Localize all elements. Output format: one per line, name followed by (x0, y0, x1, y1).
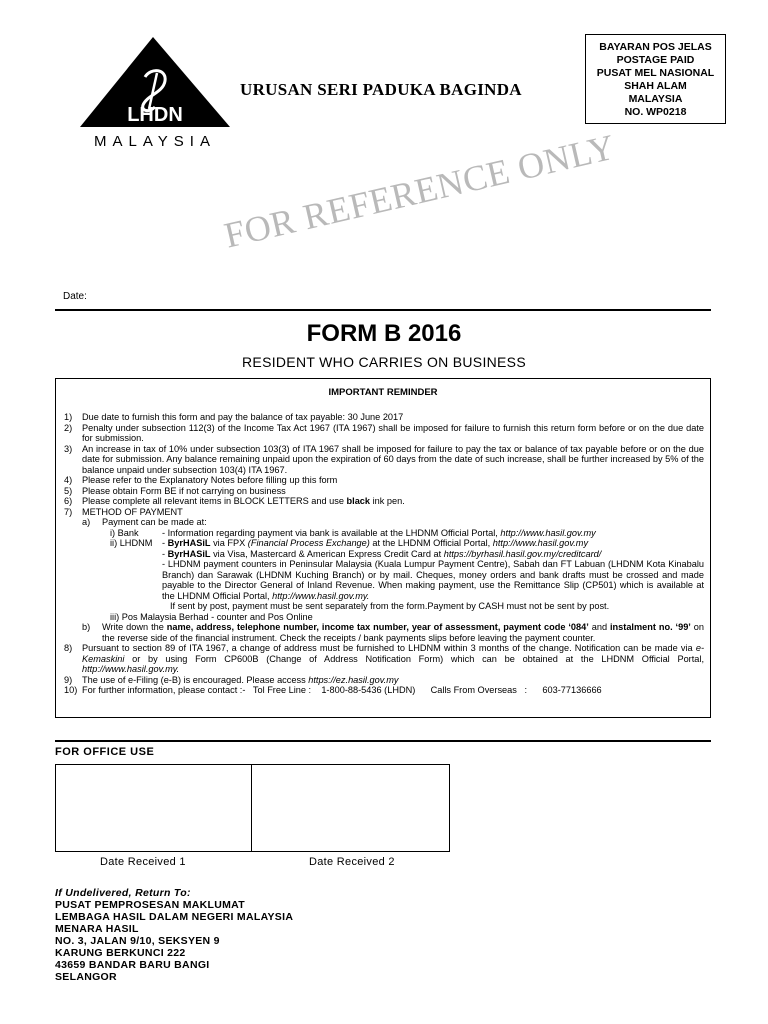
item-number: 6) (64, 496, 73, 506)
list-item (64, 475, 704, 486)
divider (55, 740, 711, 742)
payment-pos: iii) Pos Malaysia Berhad - counter and Pos Online (110, 611, 313, 622)
postage-line: PUSAT MEL NASIONAL (596, 67, 715, 79)
form-subtitle: RESIDENT WHO CARRIES ON BUSINESS (242, 354, 526, 370)
list-item (64, 444, 704, 476)
logo-country: MALAYSIA (94, 133, 216, 150)
item-text: Please complete all relevant items in BLOCK LETTERS and use black ink pen. (82, 496, 405, 506)
address-line: LEMBAGA HASIL DALAM NEGERI MALAYSIA (55, 911, 294, 923)
important-reminder-box (55, 378, 711, 718)
address-line: 43659 BANDAR BARU BANGI (55, 959, 210, 971)
item-text: The use of e-Filing (e-B) is encouraged. Please access https://ez.hasil.gov.my (82, 674, 399, 685)
payment-options (64, 528, 704, 623)
item-text: Penalty under subsection 112(3) of the Income Tax Act 1967 (ITA 1967) shall be imposed for failure to furnish this return form before or on the due date for submission. (82, 422, 704, 443)
return-address (55, 887, 293, 983)
item-number: 4) (64, 475, 73, 485)
payment-lhdnm-card: - ByrHASiL via Visa, Mastercard & American Express Credit Card at https://byrhasil.hasil.gov.my/creditcard/ (162, 548, 602, 559)
date-label: Date: (63, 291, 87, 302)
postage-line: POSTAGE PAID (616, 54, 695, 66)
address-line: MENARA HASIL (55, 923, 139, 935)
postage-line: BAYARAN POS JELAS (599, 41, 712, 53)
address-line: PUSAT PEMPROSESAN MAKLUMAT (55, 899, 245, 911)
return-heading: If Undelivered, Return To: (55, 887, 191, 899)
payment-post-note: If sent by post, payment must be sent separately from the form.Payment by CASH must not be sent by post. (170, 601, 610, 611)
item-text: METHOD OF PAYMENT (82, 506, 183, 517)
payment-bank: i) Bank - Information regarding payment via bank is available at the LHDNM Official Portal, http://www.hasil.gov.my (110, 527, 596, 538)
list-item (64, 423, 704, 444)
urusan-heading: URUSAN SERI PADUKA BAGINDA (240, 80, 522, 99)
list-item (64, 685, 704, 696)
sub-item-b: b) Write down the name, address, telephone number, income tax number, year of assessment, payment code ‘084’ and instalment no. ‘99’ on the reverse side of the financial instrument. Check the receipts / bank payments slips before leaving the payment counter. (82, 622, 705, 643)
item-number: 7) (64, 506, 73, 517)
address-line: NO. 3, JALAN 9/10, SEKSYEN 9 (55, 935, 220, 947)
list-item (64, 412, 704, 423)
form-title: FORM B 2016 (306, 320, 462, 347)
logo-text: LHDN (127, 104, 183, 126)
divider (55, 309, 711, 311)
item-text: Due date to furnish this form and pay the balance of tax payable: 30 June 2017 (82, 412, 404, 422)
item-text: For further information, please contact :- Tol Free Line : 1-800-88-5436 (LHDN) Calls From Overseas : 603-77136666 (82, 685, 602, 695)
item-number: 10) (64, 685, 78, 695)
date-received-2-label: Date Received 2 (309, 856, 395, 868)
postage-paid-box (585, 34, 726, 124)
lhdn-logo (75, 35, 235, 150)
reference-watermark: FOR REFERENCE ONLY (220, 126, 619, 256)
office-use-label: FOR OFFICE USE (55, 746, 155, 758)
item-text: Please obtain Form BE if not carrying on business (82, 485, 286, 496)
payment-lhdnm: ii) LHDNM - ByrHASiL via FPX (Financial Process Exchange) at the LHDNM Official Portal, http://www.hasil.gov.my (110, 538, 589, 548)
item-number: 2) (64, 422, 73, 433)
item-number: 3) (64, 443, 73, 454)
address-line: SELANGOR (55, 971, 117, 983)
sub-item-a: a) Payment can be made at: (82, 517, 207, 527)
postage-line: SHAH ALAM (624, 80, 687, 92)
item-text: Pursuant to section 89 of ITA 1967, a change of address must be furnished to LHDNM within 3 months of the change. Notification can be made via e-Kemaskini or by using Form CP600B (Change of Address Notification Form) which can be obtained at the LHDNM Official Portal, http://www.hasil.gov.my. (82, 643, 704, 674)
list-item (64, 496, 704, 507)
list-item (64, 643, 704, 675)
postage-line: NO. WP0218 (624, 106, 687, 118)
address-line: KARUNG BERKUNCI 222 (55, 947, 186, 959)
list-item (64, 507, 704, 518)
reminder-list (64, 412, 704, 696)
list-item (64, 486, 704, 497)
item-text: Please refer to the Explanatory Notes before filling up this form (82, 475, 338, 485)
reminder-title: IMPORTANT REMINDER (328, 387, 438, 398)
office-use-box (55, 764, 450, 852)
item-number: 9) (64, 674, 73, 685)
item-text: An increase in tax of 10% under subsection 103(3) of ITA 1967 shall be imposed for failure to pay the tax or balance of tax payable before or on the due date for submission. Any balance remaining unpaid upon the expiration of 60 days from the date of such increase, shall be further increased by 5% of the balance unpaid under subsection 103(4) ITA 1967. (82, 443, 704, 475)
list-item (64, 675, 704, 686)
payment-lhdnm-counter: - LHDNM payment counters in Peninsular Malaysia (Kuala Lumpur Payment Centre), Sabah dan FT Labuan (LHDNM Kota Kinabalu Branch) dan Sarawak (LHDNM Kuching Branch) or by mail. Cheques, money orders and bank drafts must be crossed and made payable to the Director General of Inland Revenue. When making payment, use the Remittance Slip (CP501) which is available at the LHDNM Official Portal, http://www.hasil.gov.my. (162, 559, 704, 601)
postage-line: MALAYSIA (628, 93, 683, 105)
item-number: 8) (64, 643, 73, 653)
item-number: 1) (64, 412, 73, 422)
item-number: 5) (64, 485, 73, 496)
date-received-1-label: Date Received 1 (100, 856, 186, 868)
office-box-divider (251, 764, 252, 852)
